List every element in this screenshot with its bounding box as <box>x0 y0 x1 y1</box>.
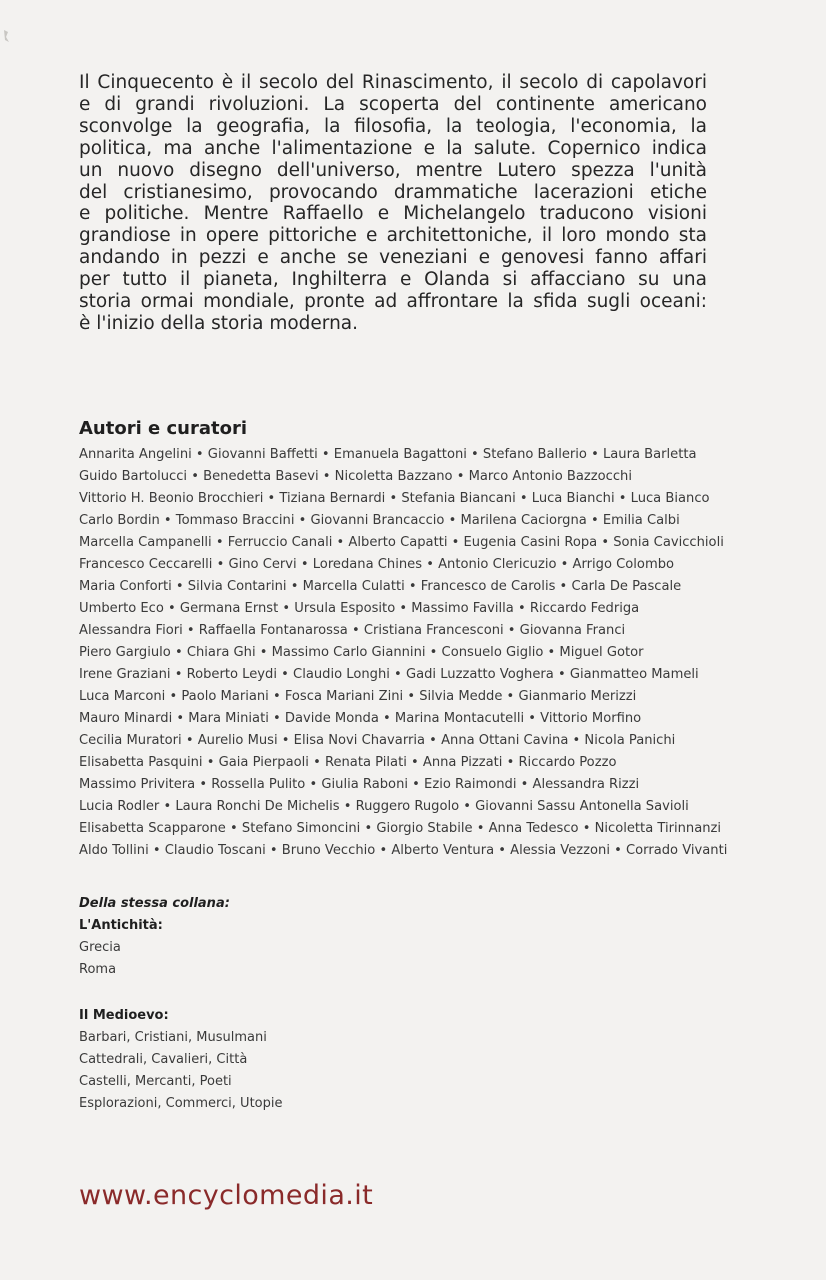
authors-line: Maria Conforti • Silvia Contarini • Marcella Culatti • Francesco de Carolis • Carla De Pascale <box>79 579 682 594</box>
authors-line: Alessandra Fiori • Raffaella Fontanarossa • Cristiana Francesconi • Giovanna Franci <box>79 623 626 638</box>
intro-line: grandiose in opere pittoriche e architettoniche, il loro mondo sta <box>79 225 707 247</box>
intro-line: è l'inizio della storia moderna. <box>79 312 359 334</box>
authors-line: Vittorio H. Beonio Brocchieri • Tiziana Bernardi • Stefania Biancani • Luca Bianchi • Luca Bianco <box>79 491 710 506</box>
authors-line: Umberto Eco • Germana Ernst • Ursula Esposito • Massimo Favilla • Riccardo Fedriga <box>79 601 640 616</box>
series-item: Roma <box>79 962 117 977</box>
series-item: Grecia <box>79 940 121 955</box>
series-group-title: L'Antichità: <box>79 918 163 933</box>
authors-line: Irene Graziani • Roberto Leydi • Claudio Longhi • Gadi Luzzatto Voghera • Gianmatteo Mameli <box>79 667 699 682</box>
intro-line: andando in pezzi e anche se veneziani e genovesi fanno affari <box>79 247 707 269</box>
paper-speck <box>2 28 12 44</box>
website-url: www.encyclomedia.it <box>79 1180 374 1211</box>
authors-line: Marcella Campanelli • Ferruccio Canali • Alberto Capatti • Eugenia Casini Ropa • Sonia Cavicchioli <box>79 535 724 550</box>
authors-line: Elisabetta Pasquini • Gaia Pierpaoli • Renata Pilati • Anna Pizzati • Riccardo Pozzo <box>79 755 617 770</box>
series-item: Esplorazioni, Commerci, Utopie <box>79 1096 283 1111</box>
authors-line: Piero Gargiulo • Chiara Ghi • Massimo Carlo Giannini • Consuelo Giglio • Miguel Gotor <box>79 645 644 660</box>
authors-line: Aldo Tollini • Claudio Toscani • Bruno Vecchio • Alberto Ventura • Alessia Vezzoni • Corrado Vivanti <box>79 843 728 858</box>
authors-line: Carlo Bordin • Tommaso Braccini • Giovanni Brancaccio • Marilena Caciorgna • Emilia Calbi <box>79 513 680 528</box>
series-group-antichita <box>79 915 163 981</box>
authors-line: Cecilia Muratori • Aurelio Musi • Elisa Novi Chavarria • Anna Ottani Cavina • Nicola Panichi <box>79 733 676 748</box>
intro-line: sconvolge la geografia, la filosofia, la teologia, l'economia, la <box>79 115 707 137</box>
authors-list <box>79 444 728 862</box>
series-group-title: Il Medioevo: <box>79 1008 169 1023</box>
intro-paragraph <box>79 72 707 335</box>
intro-line: e politiche. Mentre Raffaello e Michelangelo traducono visioni <box>79 203 707 225</box>
authors-line: Mauro Minardi • Mara Miniati • Davide Monda • Marina Montacutelli • Vittorio Morfino <box>79 711 642 726</box>
authors-line: Annarita Angelini • Giovanni Baffetti • Emanuela Bagattoni • Stefano Ballerio • Laura Barletta <box>79 447 697 462</box>
authors-line: Massimo Privitera • Rossella Pulito • Giulia Raboni • Ezio Raimondi • Alessandra Rizzi <box>79 777 640 792</box>
intro-line: e di grandi rivoluzioni. La scoperta del continente americano <box>79 93 707 115</box>
series-item: Castelli, Mercanti, Poeti <box>79 1074 232 1089</box>
intro-line: del cristianesimo, provocando drammatiche lacerazioni etiche <box>79 181 707 203</box>
authors-line: Francesco Ceccarelli • Gino Cervi • Loredana Chines • Antonio Clericuzio • Arrigo Colombo <box>79 557 675 572</box>
series-group-medioevo <box>79 1005 283 1115</box>
series-item: Barbari, Cristiani, Musulmani <box>79 1030 267 1045</box>
authors-line: Luca Marconi • Paolo Mariani • Fosca Mariani Zini • Silvia Medde • Gianmario Merizzi <box>79 689 637 704</box>
series-item: Cattedrali, Cavalieri, Città <box>79 1052 248 1067</box>
intro-line: un nuovo disegno dell'universo, mentre Lutero spezza l'unità <box>79 159 707 181</box>
intro-line: per tutto il pianeta, Inghilterra e Olanda si affacciano su una <box>79 269 707 291</box>
intro-line: Il Cinquecento è il secolo del Rinascimento, il secolo di capolavori <box>79 72 707 93</box>
authors-heading: Autori e curatori <box>79 418 248 439</box>
series-heading: Della stessa collana: <box>79 896 230 911</box>
authors-line: Lucia Rodler • Laura Ronchi De Michelis • Ruggero Rugolo • Giovanni Sassu Antonella Savioli <box>79 799 689 814</box>
authors-line: Guido Bartolucci • Benedetta Basevi • Nicoletta Bazzano • Marco Antonio Bazzocchi <box>79 469 632 484</box>
authors-line: Elisabetta Scapparone • Stefano Simoncini • Giorgio Stabile • Anna Tedesco • Nicoletta Tirinnanzi <box>79 821 722 836</box>
intro-line: politica, ma anche l'alimentazione e la salute. Copernico indica <box>79 137 707 159</box>
intro-line: storia ormai mondiale, pronte ad affrontare la sfida sugli oceani: <box>79 291 707 313</box>
